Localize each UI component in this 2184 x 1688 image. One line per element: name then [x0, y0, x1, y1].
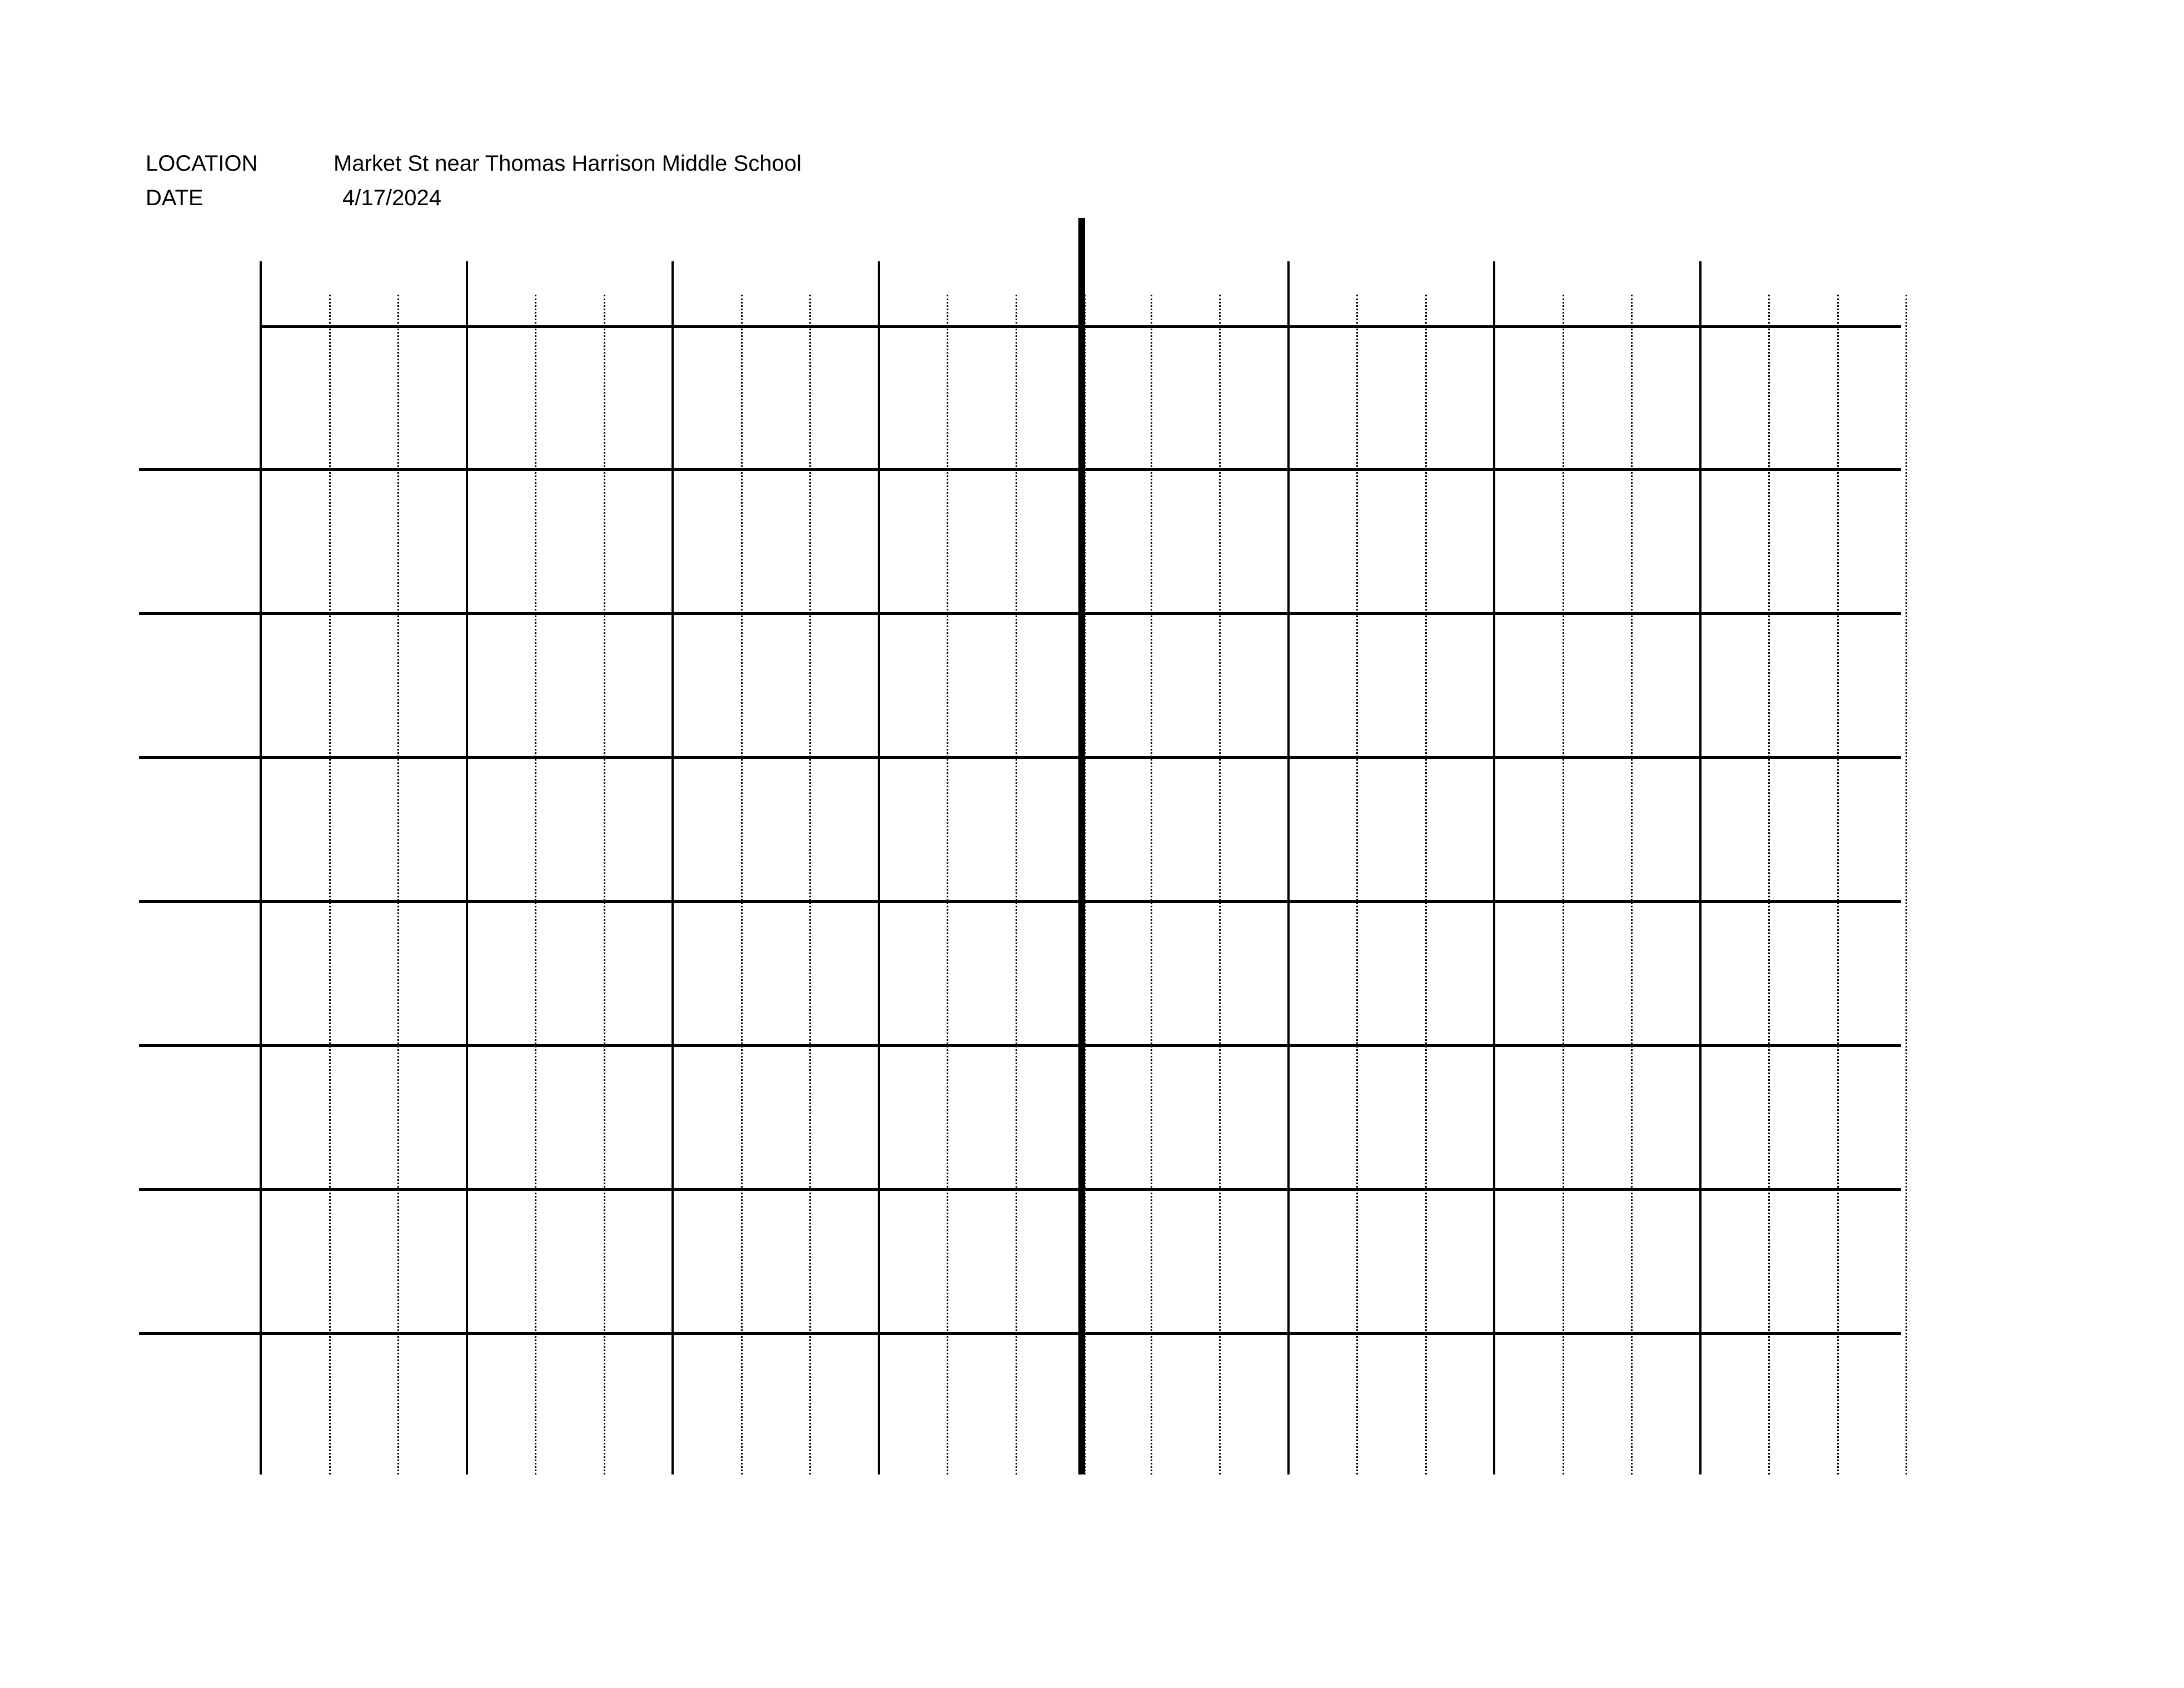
- column-rule: [466, 261, 468, 1474]
- column-divider: [809, 295, 811, 1474]
- column-divider: [535, 295, 536, 1474]
- row-pair-rule: [139, 612, 1901, 615]
- column-divider: [1631, 295, 1633, 1474]
- column-divider: [1151, 295, 1152, 1474]
- row-pair-rule: [139, 900, 1901, 903]
- column-rule: [671, 261, 674, 1474]
- column-divider: [1768, 295, 1770, 1474]
- column-rule: [1493, 261, 1495, 1474]
- location-value: Market St near Thomas Harrison Middle School: [334, 151, 802, 176]
- row-pair-rule: [139, 1332, 1901, 1335]
- column-rule: [878, 261, 880, 1474]
- column-divider: [329, 295, 331, 1474]
- column-divider: [397, 295, 399, 1474]
- column-divider: [1219, 295, 1221, 1474]
- column-divider: [1425, 295, 1427, 1474]
- row-pair-rule: [139, 756, 1901, 759]
- column-divider: [741, 295, 743, 1474]
- date-value: 4/17/2024: [342, 186, 441, 210]
- column-divider: [1016, 295, 1017, 1474]
- row-pair-rule: [139, 468, 1901, 471]
- column-divider: [604, 295, 605, 1474]
- column-rule: [1287, 261, 1290, 1474]
- column-divider: [947, 295, 948, 1474]
- row-pair-rule: [139, 1044, 1901, 1047]
- section-divider: [1078, 218, 1085, 1474]
- row-pair-rule: [139, 1188, 1901, 1191]
- column-divider: [1563, 295, 1564, 1474]
- column-divider: [1356, 295, 1358, 1474]
- location-label: LOCATION: [146, 151, 258, 176]
- date-label: DATE: [146, 186, 203, 210]
- column-rule: [1699, 261, 1702, 1474]
- column-divider: [1906, 295, 1907, 1474]
- column-rule: [260, 261, 262, 1474]
- column-divider: [1837, 295, 1839, 1474]
